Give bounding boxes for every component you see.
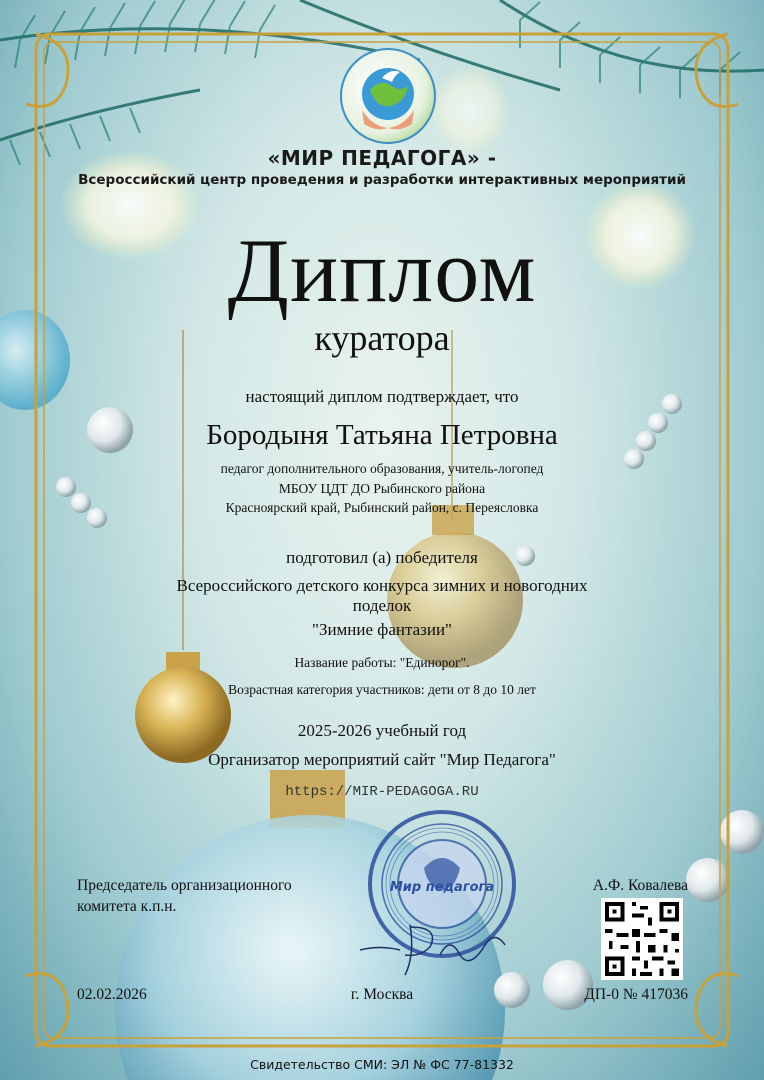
stamp-text: Мир педагога (389, 880, 495, 895)
recipient-location: Красноярский край, Рыбинский район, с. Переясловка (225, 500, 539, 515)
qr-pattern (601, 898, 683, 980)
recipient-position: педагог дополнительного образования, учитель-логопед (220, 461, 544, 476)
issue-city: г. Москва (350, 986, 414, 1003)
achievement-text: подготовил (а) победителя (286, 548, 478, 567)
logo-drawing (342, 50, 434, 142)
work-title: Название работы: "Единорог". (294, 655, 470, 670)
age-category: Возрастная категория участников: дети от 8 до 10 лет (228, 682, 536, 697)
chair-title-line-2: комитета к.п.н. (77, 898, 177, 915)
organization-name: «МИР ПЕДАГОГА» - (267, 146, 497, 170)
recipient-institution: МБОУ ЦДТ ДО Рыбинского района (278, 481, 486, 496)
globe-hands-logo-icon (340, 48, 436, 144)
contest-name: "Зимние фантазии" (312, 620, 452, 639)
organizer-text: Организатор мероприятий сайт "Мир Педагога" (208, 750, 556, 769)
organization-subtitle: Всероссийский центр проведения и разработки интерактивных мероприятий (78, 172, 686, 188)
diploma-title: Диплом (227, 222, 537, 321)
qr-code-icon (601, 898, 683, 980)
media-certificate: Свидетельство СМИ: ЭЛ № ФС 77-81332 (250, 1057, 514, 1072)
academic-year: 2025-2026 учебный год (297, 721, 467, 740)
issue-date: 02.02.2026 (77, 986, 147, 1003)
chair-name: А.Ф. Ковалева (592, 877, 688, 894)
contest-line-2: поделок (352, 596, 412, 615)
website-link[interactable]: https://MIR-PEDAGOGA.RU (285, 784, 479, 800)
confirm-text: настоящий диплом подтверждает, что (245, 387, 519, 406)
recipient-name: Бородыня Татьяна Петровна (206, 419, 558, 451)
contest-line-1: Всероссийского детского конкурса зимних и новогодних (176, 576, 588, 595)
signature-icon (350, 915, 510, 985)
diploma-subtitle: куратора (314, 318, 450, 358)
chair-title-line-1: Председатель организационного (77, 877, 292, 894)
diploma-number: ДП-0 № 417036 (584, 986, 688, 1003)
